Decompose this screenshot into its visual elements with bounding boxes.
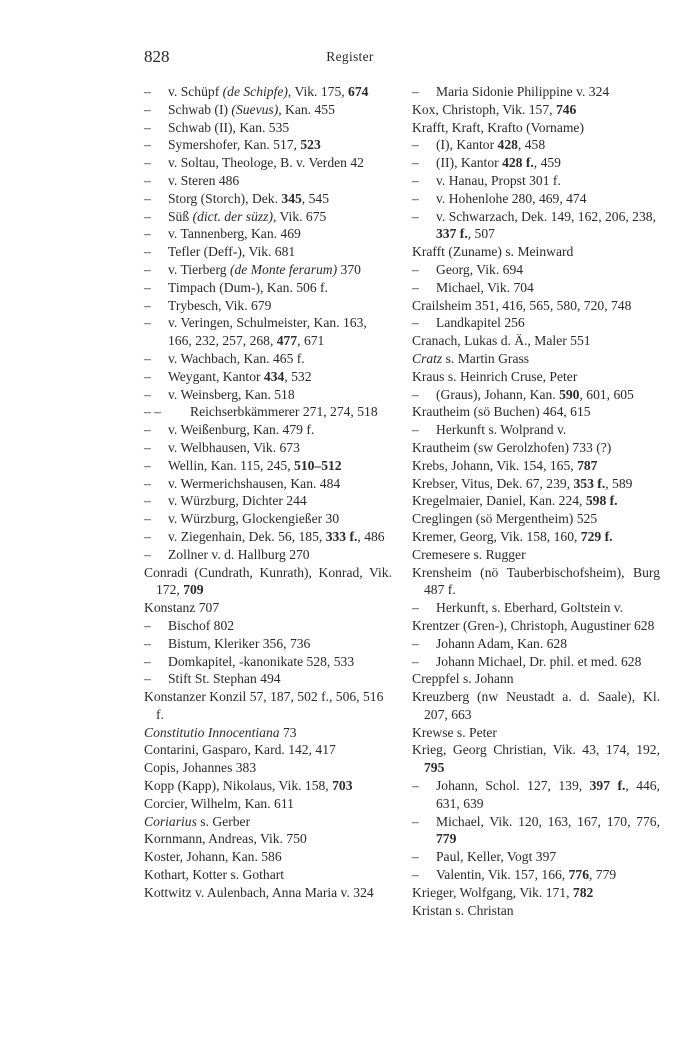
entry-text: 703: [332, 778, 353, 794]
entry-text: 510–512: [294, 457, 342, 473]
entry-text: 787: [577, 457, 598, 473]
entry-dash: –: [412, 813, 419, 829]
entry-text: Krewse s. Peter: [412, 724, 497, 740]
entry-text: 337 f.: [436, 226, 468, 242]
entry-text: (II), Kantor: [436, 155, 503, 171]
entry-text: Cratz: [412, 350, 443, 366]
index-entry: [412, 546, 660, 564]
index-entry: [412, 83, 660, 101]
entry-text: v. Tierberg: [168, 261, 230, 277]
entry-dash: –: [144, 457, 151, 473]
index-entry: [144, 154, 392, 172]
entry-text: , 532: [284, 368, 312, 384]
index-entry: [412, 741, 660, 777]
entry-text: s. Gerber: [196, 813, 251, 829]
entry-dash: –: [144, 315, 151, 331]
entry-text: Krentzer (Gren-), Christoph, Augustiner 628: [412, 617, 655, 633]
entry-text: , 545: [301, 190, 329, 206]
entry-text: Johann Michael, Dr. phil. et med. 628: [436, 653, 642, 669]
entry-text: , Kan. 455: [278, 101, 335, 117]
entry-text: v. Tannenberg, Kan. 469: [168, 226, 301, 242]
index-entry: [144, 439, 392, 457]
entry-text: 353 f.: [573, 475, 606, 491]
entry-text: Kornmann, Andreas, Vik. 750: [144, 831, 307, 847]
entry-text: Corcier, Wilhelm, Kan. 611: [144, 795, 294, 811]
index-entry: [412, 332, 660, 350]
entry-text: Johann Adam, Kan. 628: [436, 635, 568, 651]
index-entry: [144, 635, 392, 653]
entry-text: Michael, Vik. 704: [436, 279, 534, 295]
entry-dash: –: [144, 653, 151, 669]
entry-text: , Vik. 175,: [287, 84, 349, 99]
entry-text: Wellin, Kan. 115, 245,: [168, 457, 295, 473]
entry-text: , 507: [467, 226, 495, 242]
entry-text: Domkapitel, -kanonikate 528, 533: [168, 653, 355, 669]
entry-dash: – –: [144, 404, 161, 420]
entry-text: 598 f.: [585, 493, 618, 509]
entry-text: Coriarius: [144, 813, 197, 829]
entry-dash: –: [144, 635, 151, 651]
entry-text: Kristan s. Christan: [412, 902, 514, 918]
entry-text: 709: [183, 582, 204, 598]
entry-text: Herkunft, s. Eberhard, Goltstein v.: [436, 600, 624, 616]
entry-text: Weygant, Kantor: [168, 368, 264, 384]
index-entry: [144, 564, 392, 600]
index-entry: [412, 136, 660, 154]
index-entry: [144, 101, 392, 119]
index-entry: [144, 813, 392, 831]
entry-dash: –: [144, 350, 151, 366]
entry-dash: –: [144, 617, 151, 633]
index-entry: [412, 279, 660, 297]
entry-dash: –: [144, 244, 151, 260]
index-entry: [144, 83, 392, 101]
entry-text: v. Schwarzach, Dek. 149, 162, 206, 238,: [436, 208, 656, 224]
entry-text: Michael, Vik. 120, 163, 167, 170, 776,: [436, 813, 660, 829]
entry-text: (de Schipfe): [222, 84, 288, 99]
entry-text: v. Hohenlohe 280, 469, 474: [436, 190, 587, 206]
entry-dash: –: [144, 493, 151, 509]
entry-text: Konstanz 707: [144, 600, 220, 616]
index-entry: [144, 403, 392, 421]
entry-dash: –: [144, 137, 151, 153]
entry-text: 746: [555, 101, 577, 117]
index-entry: [412, 688, 660, 724]
entry-text: , 486: [357, 528, 385, 544]
entry-text: Cremesere s. Rugger: [412, 546, 526, 562]
entry-text: Conradi (Cundrath, Kunrath), Konrad, Vik. 172,: [144, 564, 392, 598]
index-entry: [412, 421, 660, 439]
entry-text: v. Soltau, Theologe, B. v. Verden 42: [168, 155, 364, 171]
entry-text: 674: [348, 84, 369, 99]
entry-text: Creglingen (sö Mergentheim) 525: [412, 511, 598, 527]
index-entry: [144, 866, 392, 884]
index-entry: [144, 457, 392, 475]
entry-text: Maria Sidonie Philippine v. 324: [436, 84, 610, 99]
entry-text: Stift St. Stephan 494: [168, 671, 281, 687]
index-entry: [144, 528, 392, 546]
entry-text: Krautheim (sw Gerolzhofen) 733 (?): [412, 439, 612, 455]
entry-text: Krautheim (sö Buchen) 464, 615: [412, 404, 591, 420]
index-entry: [144, 225, 392, 243]
index-entry: [412, 119, 660, 137]
index-entry: [412, 617, 660, 635]
entry-text: , 671: [297, 333, 325, 349]
index-entry: [412, 777, 660, 813]
entry-text: 428 f.: [502, 155, 534, 171]
entry-text: Kremer, Georg, Vik. 158, 160,: [412, 528, 581, 544]
entry-text: Cranach, Lukas d. Ä., Maler 551: [412, 333, 591, 349]
entry-dash: –: [412, 635, 419, 651]
entry-text: Kreuzberg (nw Neustadt a. d. Saale), Kl. 207, 663: [412, 689, 660, 722]
entry-dash: –: [412, 867, 419, 883]
entry-text: Constitutio Innocentiana: [144, 724, 280, 740]
index-entry: [412, 653, 660, 671]
entry-text: Kraus s. Heinrich Cruse, Peter: [412, 368, 578, 384]
entry-text: v. Ziegenhain, Dek. 56, 185,: [168, 528, 326, 544]
entry-text: , 779: [589, 867, 617, 883]
entry-dash: –: [412, 172, 419, 188]
index-entry: [412, 314, 660, 332]
index-entry: [412, 208, 660, 244]
entry-text: v. Welbhausen, Vik. 673: [168, 439, 300, 455]
entry-text: Koster, Johann, Kan. 586: [144, 849, 282, 865]
index-entry: [144, 848, 392, 866]
entry-dash: –: [412, 190, 419, 206]
entry-text: v. Weinsberg, Kan. 518: [168, 386, 295, 402]
index-entry: [412, 848, 660, 866]
index-entry: [412, 635, 660, 653]
index-entry: [412, 670, 660, 688]
entry-text: (I), Kantor: [436, 137, 498, 153]
entry-text: Krafft, Kraft, Krafto (Vorname): [412, 119, 584, 135]
entry-text: Krensheim (nö Tauberbischofsheim), Burg 487 f.: [412, 564, 660, 598]
index-entry: [144, 795, 392, 813]
entry-text: 795: [424, 760, 445, 776]
entry-text: Trybesch, Vik. 679: [168, 297, 272, 313]
entry-dash: –: [412, 386, 419, 402]
index-entry: [144, 492, 392, 510]
index-entry: [144, 297, 392, 315]
entry-text: Schwab (II), Kan. 535: [168, 119, 290, 135]
entry-text: Krieger, Wolfgang, Vik. 171,: [412, 884, 573, 900]
index-entry: [412, 190, 660, 208]
entry-text: Kopp (Kapp), Nikolaus, Vik. 158,: [144, 778, 333, 794]
entry-dash: –: [412, 208, 419, 224]
index-entry: [144, 510, 392, 528]
entry-dash: –: [412, 84, 419, 99]
entry-text: v. Würzburg, Glockengießer 30: [168, 511, 340, 527]
entry-text: 397 f.: [589, 778, 626, 794]
entry-dash: –: [144, 261, 151, 277]
entry-text: Krebs, Johann, Vik. 154, 165,: [412, 457, 578, 473]
entry-dash: –: [144, 528, 151, 544]
index-entry: [144, 830, 392, 848]
index-entry: [144, 350, 392, 368]
entry-dash: –: [144, 368, 151, 384]
index-entry: [412, 386, 660, 404]
entry-text: Landkapitel 256: [436, 315, 525, 331]
index-entry: [412, 866, 660, 884]
index-entry: [144, 724, 392, 742]
index-entry: [144, 243, 392, 261]
index-entry: [412, 884, 660, 902]
entry-text: Schwab (I): [168, 101, 232, 117]
index-entry: [144, 475, 392, 493]
index-entry: [412, 724, 660, 742]
entry-text: (dict. der süzz): [192, 208, 273, 224]
entry-text: 779: [436, 831, 457, 847]
entry-text: v. Wachbach, Kan. 465 f.: [168, 350, 305, 366]
entry-dash: –: [144, 297, 151, 313]
entry-text: v. Steren 486: [168, 172, 240, 188]
entry-dash: –: [412, 155, 419, 171]
entry-text: , 458: [517, 137, 546, 153]
entry-text: Crailsheim 351, 416, 565, 580, 720, 748: [412, 297, 632, 313]
entry-text: Herkunft s. Wolprand v.: [436, 422, 567, 438]
entry-text: Contarini, Gasparo, Kard. 142, 417: [144, 742, 336, 758]
entry-dash: –: [144, 190, 151, 206]
entry-text: v. Weißenburg, Kan. 479 f.: [168, 422, 315, 438]
index-entry: [412, 172, 660, 190]
index-entry: [144, 421, 392, 439]
entry-text: Kothart, Kotter s. Gothart: [144, 867, 285, 883]
index-entry: [412, 902, 660, 920]
index-entry: [144, 136, 392, 154]
entry-text: v. Hanau, Propst 301 f.: [436, 172, 561, 188]
index-entry: [412, 813, 660, 849]
index-entry: [412, 101, 660, 119]
entry-dash: –: [144, 475, 151, 491]
entry-dash: –: [412, 849, 419, 865]
index-entry: [144, 617, 392, 635]
entry-text: 776: [568, 867, 589, 883]
entry-text: (Suevus): [231, 101, 279, 117]
index-entry: [412, 475, 660, 493]
entry-text: 477: [276, 333, 298, 349]
entry-text: , 446, 631, 639: [436, 778, 660, 811]
index-entry: [412, 261, 660, 279]
entry-text: Johann, Schol. 127, 139,: [436, 778, 590, 794]
entry-text: Creppfel s. Johann: [412, 671, 514, 687]
entry-text: Valentin, Vik. 157, 166,: [436, 867, 569, 883]
entry-dash: –: [144, 386, 151, 402]
entry-text: 590: [559, 386, 580, 402]
index-entry: [144, 208, 392, 226]
entry-text: , 459: [533, 155, 561, 171]
entry-text: 73: [279, 724, 297, 740]
index-entry: [412, 528, 660, 546]
index-entry: [144, 653, 392, 671]
page-number: 828: [144, 47, 170, 66]
index-entry: [144, 119, 392, 137]
entry-dash: –: [412, 279, 419, 295]
index-entry: [144, 368, 392, 386]
entry-dash: –: [144, 208, 151, 224]
entry-text: Tefler (Deff-), Vik. 681: [168, 244, 296, 260]
entry-text: (de Monte ferarum): [229, 261, 338, 277]
entry-dash: –: [144, 226, 151, 242]
index-entry: [412, 350, 660, 368]
entry-text: (Graus), Johann, Kan.: [436, 386, 560, 402]
entry-text: Copis, Johannes 383: [144, 760, 257, 776]
entry-dash: –: [412, 315, 419, 331]
entry-text: Timpach (Dum-), Kan. 506 f.: [168, 279, 328, 295]
entry-text: Storg (Storch), Dek.: [168, 190, 282, 206]
entry-dash: –: [144, 546, 151, 562]
index-entry: [144, 777, 392, 795]
running-head: Register: [326, 49, 374, 64]
entry-text: , 601, 605: [579, 386, 634, 402]
entry-text: v. Wermerichshausen, Kan. 484: [168, 475, 341, 491]
entry-dash: –: [144, 671, 151, 687]
entry-text: s. Martin Grass: [442, 350, 530, 366]
entry-text: 729 f.: [580, 528, 613, 544]
entry-text: 523: [300, 137, 321, 153]
index-entry: [144, 759, 392, 777]
entry-dash: –: [412, 778, 419, 794]
index-column-right: [412, 83, 660, 919]
index-entry: [144, 279, 392, 297]
entry-dash: –: [144, 439, 151, 455]
entry-dash: –: [144, 101, 151, 117]
index-entry: [144, 314, 392, 350]
index-entry: [412, 564, 660, 600]
entry-text: , Vik. 675: [272, 208, 327, 224]
entry-text: Süß: [168, 208, 193, 224]
entry-dash: –: [144, 155, 151, 171]
entry-text: 345: [281, 190, 302, 206]
index-entry: [412, 510, 660, 528]
index-entry: [412, 457, 660, 475]
entry-text: Krieg, Georg Christian, Vik. 43, 174, 192,: [412, 742, 660, 758]
entry-text: Kox, Christoph, Vik. 157,: [412, 101, 556, 117]
entry-text: v. Schüpf: [168, 84, 223, 99]
index-entry: [144, 261, 392, 279]
entry-text: 333 f.: [325, 528, 358, 544]
entry-text: v. Veringen, Schulmeister, Kan. 163, 166, 232, 257, 268,: [168, 315, 367, 349]
index-entry: [144, 670, 392, 688]
entry-text: Krafft (Zuname) s. Meinward: [412, 244, 574, 260]
index-entry: [144, 741, 392, 759]
index-entry: [412, 439, 660, 457]
entry-dash: –: [144, 511, 151, 527]
entry-dash: –: [412, 422, 419, 438]
entry-text: 428: [497, 137, 518, 153]
index-entry: [412, 492, 660, 510]
index-entry: [144, 688, 392, 724]
entry-text: 434: [263, 368, 285, 384]
entry-text: Zollner v. d. Hallburg 270: [168, 546, 310, 562]
entry-text: Bischof 802: [168, 617, 235, 633]
index-entry: [412, 297, 660, 315]
index-entry: [144, 386, 392, 404]
entry-text: Krebser, Vitus, Dek. 67, 239,: [412, 475, 574, 491]
entry-text: , 589: [605, 475, 633, 491]
entry-text: Kregelmaier, Daniel, Kan. 224,: [412, 493, 586, 509]
entry-text: 370: [337, 261, 361, 277]
entry-text: Georg, Vik. 694: [436, 261, 524, 277]
index-entry: [412, 243, 660, 261]
index-entry: [144, 884, 392, 902]
entry-dash: –: [412, 137, 419, 153]
entry-dash: –: [144, 84, 151, 99]
index-entry: [144, 190, 392, 208]
entry-dash: –: [412, 600, 419, 616]
entry-text: Konstanzer Konzil 57, 187, 502 f., 506, 516 f.: [144, 689, 384, 722]
entry-dash: –: [412, 653, 419, 669]
entry-text: v. Würzburg, Dichter 244: [168, 493, 307, 509]
entry-dash: –: [144, 422, 151, 438]
entry-dash: –: [144, 279, 151, 295]
entry-text: 782: [572, 884, 594, 900]
index-entry: [144, 599, 392, 617]
entry-dash: –: [412, 261, 419, 277]
entry-text: Symershofer, Kan. 517,: [168, 137, 301, 153]
index-column-left: [144, 83, 392, 902]
index-entry: [412, 403, 660, 421]
entry-text: Paul, Keller, Vogt 397: [436, 849, 557, 865]
entry-text: Reichserbkämmerer 271, 274, 518: [190, 404, 378, 420]
entry-text: Kottwitz v. Aulenbach, Anna Maria v. 324: [144, 884, 374, 900]
entry-dash: –: [144, 119, 151, 135]
index-entry: [144, 172, 392, 190]
index-entry: [144, 546, 392, 564]
index-entry: [412, 599, 660, 617]
entry-dash: –: [144, 172, 151, 188]
index-entry: [412, 368, 660, 386]
index-entry: [412, 154, 660, 172]
entry-text: Bistum, Kleriker 356, 736: [168, 635, 311, 651]
